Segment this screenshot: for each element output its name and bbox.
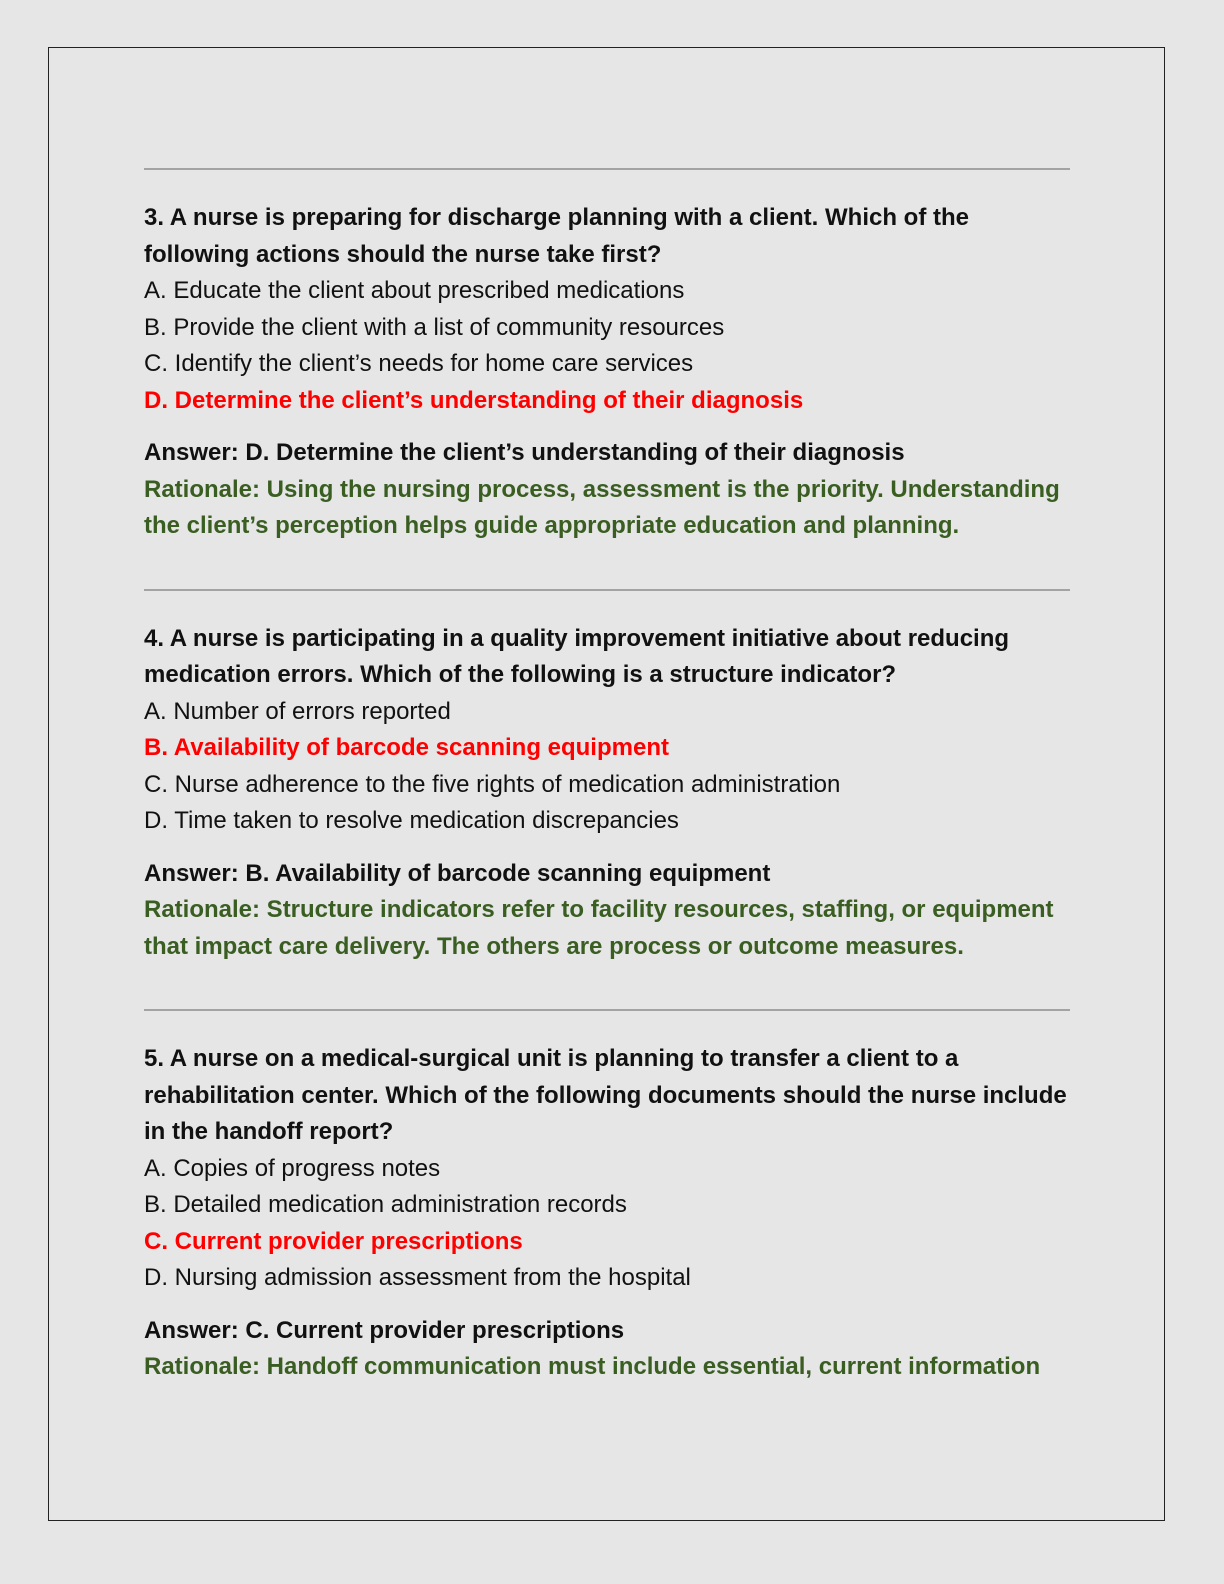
option-c: C. Nurse adherence to the five rights of medication administration	[144, 770, 841, 798]
question-block-3	[144, 168, 1070, 589]
rationale-text: Rationale: Handoff communication must include essential, current information	[144, 1353, 1041, 1380]
question-stem: 3. A nurse is preparing for discharge planning with a client. Which of the following actions should the nurse take first?	[144, 204, 969, 268]
document-page	[48, 47, 1165, 1521]
option-a: A. Number of errors reported	[144, 697, 451, 725]
answer-line: Answer: D. Determine the client’s understanding of their diagnosis	[144, 439, 905, 466]
answer-line: Answer: B. Availability of barcode scanning equipment	[144, 859, 771, 887]
rationale-text: Rationale: Using the nursing process, assessment is the priority. Understanding the client’s perception helps guide appropriate education and planning.	[144, 475, 1060, 539]
question-stem: 5. A nurse on a medical-surgical unit is planning to transfer a client to a rehabilitation center. Which of the following documents should the nurse include in the handoff report?	[144, 1045, 1067, 1145]
option-a: A. Educate the client about prescribed medications	[144, 277, 685, 304]
option-c: C. Identify the client’s needs for home care services	[144, 350, 694, 377]
answer-line: Answer: C. Current provider prescriptions	[144, 1316, 625, 1344]
section-divider	[144, 589, 1070, 591]
section-divider	[144, 1009, 1070, 1011]
option-d: D. Time taken to resolve medication discrepancies	[144, 807, 679, 834]
option-d-correct: D. Determine the client’s understanding of their diagnosis	[144, 386, 804, 414]
question-block-5	[144, 1009, 1070, 1386]
question-stem: 4. A nurse is participating in a quality improvement initiative about reducing medication errors. Which of the following is a structure indicator?	[144, 624, 1010, 688]
option-d: D. Nursing admission assessment from the hospital	[144, 1264, 691, 1291]
section-divider	[144, 168, 1070, 170]
page-content	[144, 168, 1070, 1386]
option-a: A. Copies of progress notes	[144, 1154, 441, 1182]
option-c-correct: C. Current provider prescriptions	[144, 1227, 523, 1255]
rationale-text: Rationale: Structure indicators refer to facility resources, staffing, or equipment that impact care delivery. The others are process or outcome measures.	[144, 896, 1054, 960]
option-b: B. Provide the client with a list of community resources	[144, 313, 725, 341]
question-block-4	[144, 589, 1070, 1010]
option-b-correct: B. Availability of barcode scanning equipment	[144, 734, 669, 761]
option-b: B. Detailed medication administration records	[144, 1191, 627, 1218]
